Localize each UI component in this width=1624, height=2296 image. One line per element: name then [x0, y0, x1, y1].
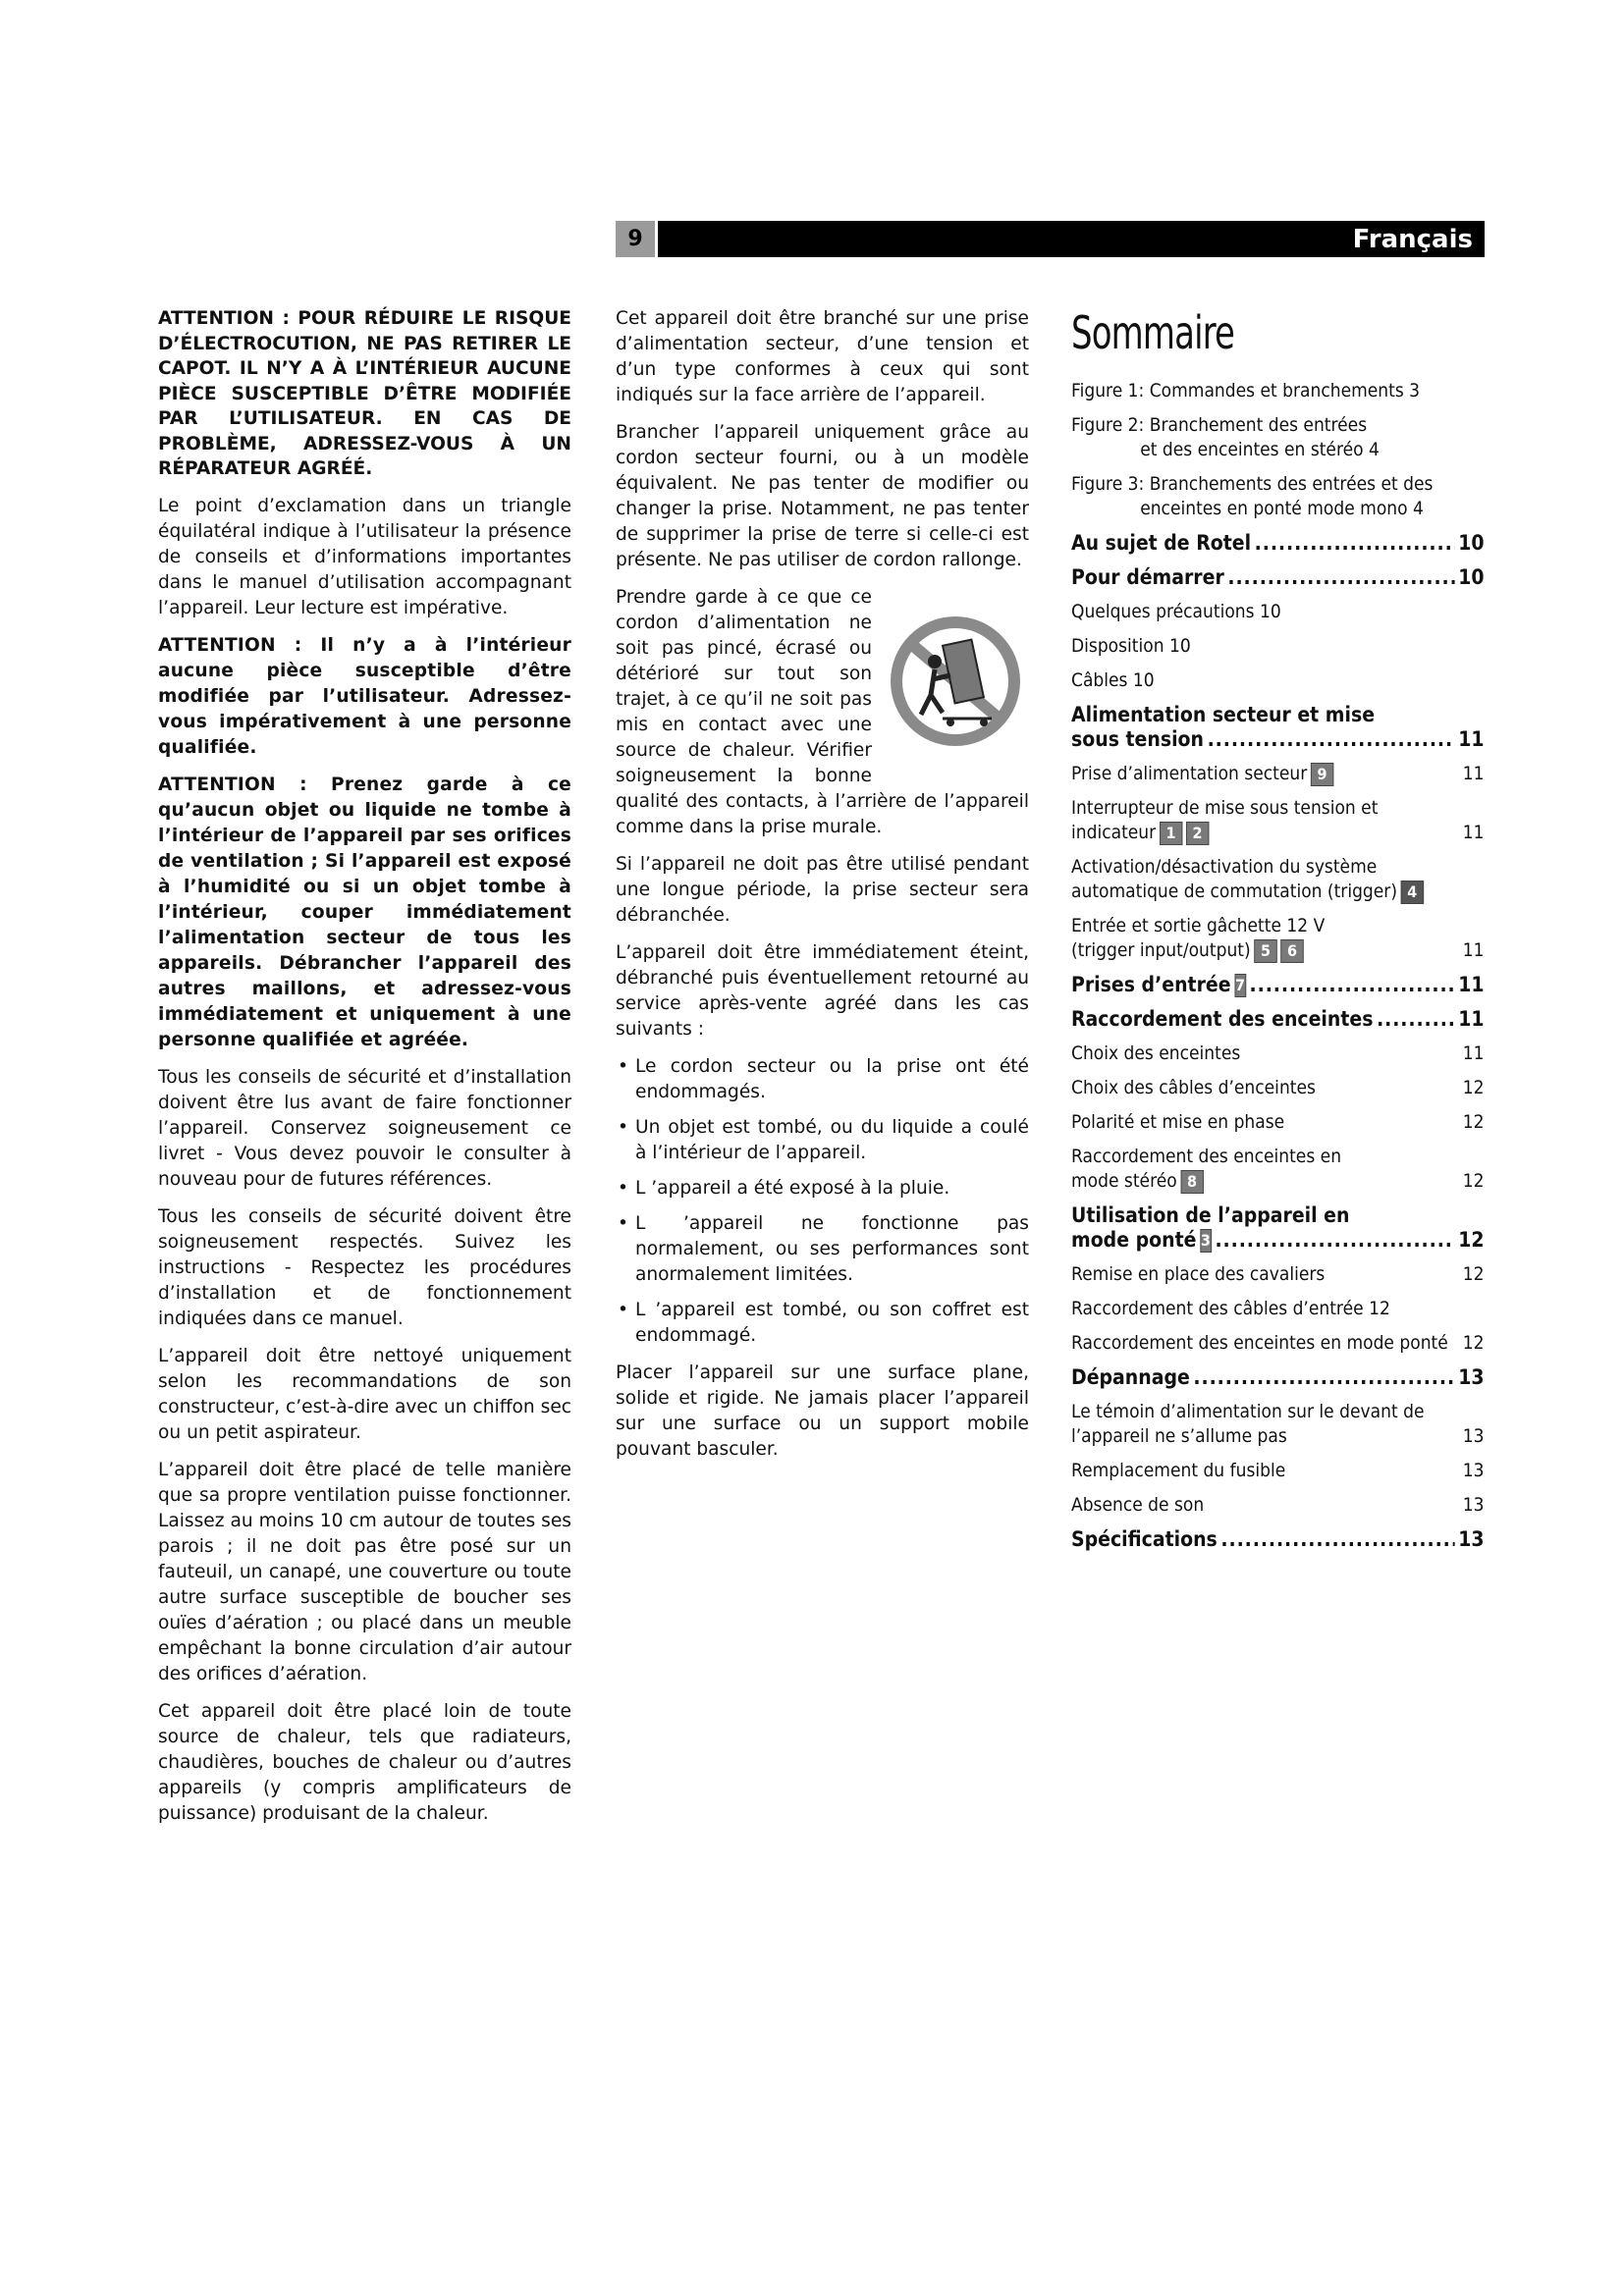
paragraph-safety-respect: Tous les conseils de sécurité doivent être soigneusement respectés. Suivez les instructions - Respectez les procédures d’installation et de fonctionnement indiquées dans ce manuel.: [158, 1205, 571, 1329]
toc-entry[interactable]: Au sujet de Rotel ..... 10: [1071, 531, 1485, 556]
toc-entry[interactable]: Utilisation de l’appareil en mode ponté 3 ..... 12: [1071, 1203, 1485, 1253]
paragraph-heat: Cet appareil doit être placé loin de toute source de chaleur, tels que radiateurs, chaudières, bouches de chaleur ou d’autres appareils (y compris amplificateurs de puissance) produisant de la chaleur.: [158, 1700, 571, 1824]
paragraph-placement: Placer l’appareil sur une surface plane, solide et rigide. Ne jamais placer l’appareil sur une surface ou un support mobile pouvant basculer.: [616, 1362, 1029, 1460]
toc-entry[interactable]: Quelques précautions 10: [1071, 601, 1281, 622]
paragraph-power-cord: Brancher l’appareil uniquement grâce au cordon secteur fourni, ou à un modèle équivalent. Ne pas tenter de modifier ou changer la prise. Notamment, ne pas tenter de supprimer la prise de terre si celle-ci est présente. Ne pas utiliser de cordon rallonge.: [616, 422, 1029, 570]
toc-entry[interactable]: Prise d’alimentation secteur 9 11: [1071, 763, 1485, 784]
list-item: • Le cordon secteur ou la prise ont été endommagés.: [616, 1054, 1029, 1105]
toc-entry[interactable]: Raccordement des enceintes en mode ponté 12: [1071, 1332, 1485, 1354]
toc-entry[interactable]: Disposition 10: [1071, 635, 1191, 657]
toc-entry[interactable]: Entrée et sortie gâchette 12 V (trigger input/output) 5 6 11: [1071, 915, 1485, 961]
column-power-safety: [616, 306, 1029, 1474]
toc-entry[interactable]: Le témoin d’alimentation sur le devant de l’appareil ne s’allume pas 13: [1071, 1401, 1485, 1447]
paragraph-ventilation: L’appareil doit être placé de telle manière que sa propre ventilation puisse fonctionner. Laissez au moins 10 cm autour de toutes ses parois ; il ne doit pas être posé sur un fauteuil, un canapé, une couverture ou toute autre surface susceptible de boucher ses ouïes d’aération ; ou placé dans un meuble empêchant la bonne circulation d’air autour des orifices d’aération.: [158, 1459, 571, 1684]
page-number: 9: [616, 221, 655, 257]
paragraph-power-outlet: Cet appareil doit être branché sur une prise d’alimentation secteur, d’une tension et d’un type conformes à ceux qui sont indiqués sur la face arrière de l’appareil.: [616, 308, 1029, 405]
column-safety-warnings: [158, 306, 571, 1839]
toc-entry[interactable]: Polarité et mise en phase 12: [1071, 1111, 1485, 1133]
toc-entry[interactable]: Figure 3: Branchements des entrées et des enceintes en ponté mode mono 4: [1071, 473, 1434, 519]
list-item: • L ’appareil est tombé, ou son coffret est endommagé.: [616, 1298, 1029, 1349]
toc-title: Sommaire: [1071, 306, 1235, 359]
table-of-contents: [1071, 306, 1485, 1562]
warning-liquid: ATTENTION : Prenez garde à ce qu’aucun objet ou liquide ne tombe à l’intérieur de l’appareil par ses orifices de ventilation ; Si l’appareil est exposé à l’humidité ou si un objet tombe à l’intérieur, couper immédiatement l’alimentation secteur de tous les appareils. Débrancher l’appareil des autres maillons, et adressez-vous immédiatement et uniquement à une personne qualifiée et agréée.: [158, 774, 571, 1050]
paragraph-cleaning: L’appareil doit être nettoyé uniquement selon les recommandations de son constructeur, c’est-à-dire avec un chiffon sec ou un petit aspirateur.: [158, 1345, 571, 1443]
toc-entry[interactable]: Interrupteur de mise sous tension et indicateur 1 2 11: [1071, 797, 1485, 843]
toc-entry[interactable]: Raccordement des enceintes en mode stéréo 8 12: [1071, 1146, 1485, 1192]
toc-entry[interactable]: Alimentation secteur et mise sous tension ..... 11: [1071, 703, 1485, 752]
cord-care-text: Prendre garde à ce que ce cordon d’alimentation ne soit pas pincé, écrasé ou détérioré sur tout son trajet, à ce qu’il ne soit pas mis en contact avec une source de chaleur. Vérifier soigneusement la bonne qualité des contacts, à l’arrière de l’appareil comme dans la prise murale.: [616, 587, 1029, 837]
toc-entry[interactable]: Dépannage ..... 13: [1071, 1365, 1485, 1390]
toc-entry[interactable]: Raccordement des enceintes ..... 11: [1071, 1007, 1485, 1032]
toc-entry[interactable]: Choix des enceintes 11: [1071, 1042, 1485, 1064]
toc-entry[interactable]: Raccordement des câbles d’entrée 12: [1071, 1298, 1390, 1319]
paragraph-service-cases: L’appareil doit être immédiatement éteint, débranché puis éventuellement retourné au service après-vente agréé dans les cas suivants :: [616, 942, 1029, 1040]
warning-no-parts: ATTENTION : Il n’y a à l’intérieur aucune pièce susceptible d’être modifiée par l’utilisateur. Adressez-vous impérativement à une personne qualifiée.: [158, 634, 571, 758]
warning-capot: ATTENTION : POUR RÉDUIRE LE RISQUE D’ÉLECTROCUTION, NE PAS RETIRER LE CAPOT. IL N’Y A À L’INTÉRIEUR AUCUNE PIÈCE SUSCEPTIBLE D’ÊTRE MODIFIÉE PAR L’UTILISATEUR. EN CAS DE PROBLÈME, ADRESSEZ-VOUS À UN RÉPARATEUR AGRÉÉ.: [158, 308, 571, 479]
toc-entry[interactable]: Remplacement du fusible 13: [1071, 1460, 1485, 1481]
figure-badge: 3: [1200, 1229, 1212, 1253]
toc-entry[interactable]: Câbles 10: [1071, 669, 1155, 691]
paragraph-long-period: Si l’appareil ne doit pas être utilisé pendant une longue période, la prise secteur sera débranchée.: [616, 854, 1029, 926]
toc-entry[interactable]: Activation/désactivation du système automatique de commutation (trigger) 4: [1071, 855, 1485, 904]
toc-entry[interactable]: Pour démarrer ..... 10: [1071, 565, 1485, 590]
paragraph-safety-read: Tous les conseils de sécurité et d’installation doivent être lus avant de faire fonctionner l’appareil. Conservez soigneusement ce livret - Vous devez pouvoir le consulter à nouveau pour de futures références.: [158, 1066, 571, 1190]
figure-badge: 2: [1186, 822, 1209, 845]
no-cart-tipping-icon: [882, 593, 1029, 770]
toc-entry[interactable]: Prises d’entrée 7 ..... 11: [1071, 973, 1485, 997]
figure-badge: 8: [1180, 1170, 1203, 1194]
language-header: Français: [658, 221, 1485, 257]
paragraph-exclamation: Le point d’exclamation dans un triangle équilatéral indique à l’utilisateur la présence de conseils et d’informations importantes dans le manuel d’utilisation accompagnant l’appareil. Leur lecture est impérative.: [158, 495, 571, 618]
service-cases-list: [616, 1054, 1029, 1349]
figure-badge: 1: [1160, 822, 1182, 845]
toc-entry[interactable]: Remise en place des cavaliers 12: [1071, 1263, 1485, 1285]
toc-entry[interactable]: Choix des câbles d’enceintes 12: [1071, 1077, 1485, 1098]
figure-badge: 4: [1401, 881, 1424, 904]
toc-entry[interactable]: Absence de son 13: [1071, 1494, 1485, 1516]
list-item: • Un objet est tombé, ou du liquide a coulé à l’intérieur de l’appareil.: [616, 1115, 1029, 1166]
toc-entry[interactable]: Figure 1: Commandes et branchements 3: [1071, 380, 1421, 401]
list-item: • L ’appareil ne fonctionne pas normalement, ou ses performances sont anormalement limitées.: [616, 1211, 1029, 1288]
toc-entry[interactable]: Spécifications ..... 13: [1071, 1527, 1485, 1552]
figure-badge: 5: [1254, 939, 1276, 963]
figure-badge: 6: [1280, 939, 1303, 963]
paragraph-cord-care: [616, 585, 1029, 840]
list-item: • L ’appareil a été exposé à la pluie.: [616, 1176, 1029, 1201]
toc-entry[interactable]: Figure 2: Branchement des entrées et des enceintes en stéréo 4: [1071, 414, 1380, 460]
figure-badge: 7: [1234, 974, 1246, 997]
figure-badge: 9: [1311, 763, 1333, 786]
